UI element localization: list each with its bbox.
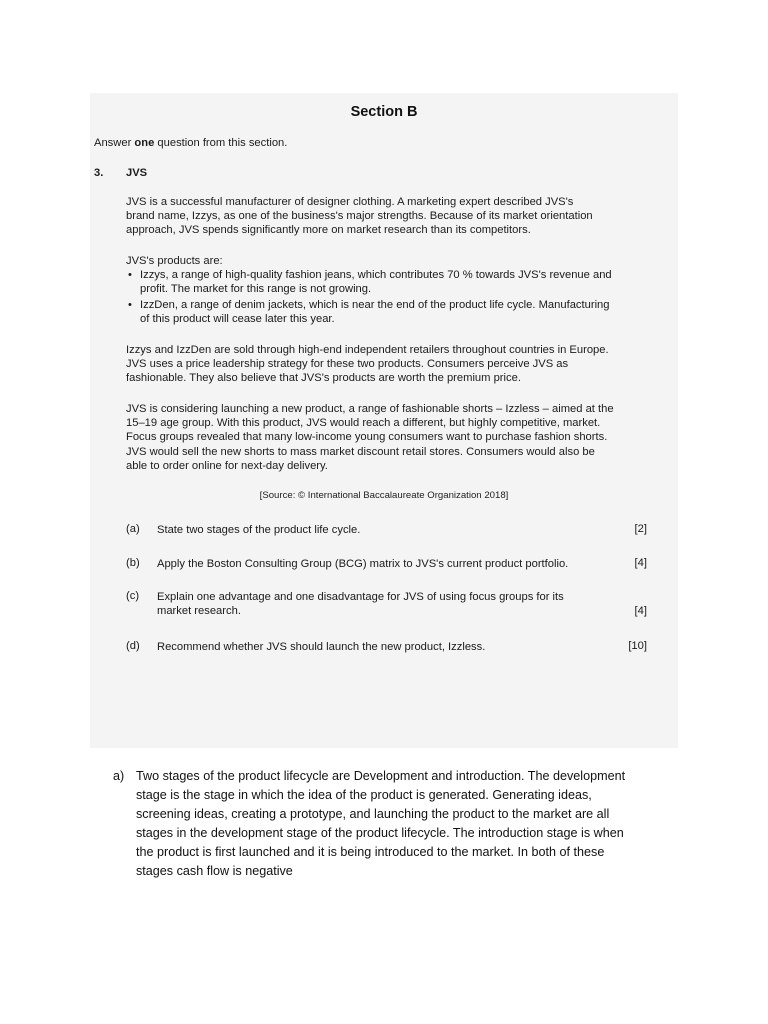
products-heading: JVS's products are: bbox=[126, 255, 223, 267]
bullet-line: Izzys, a range of high-quality fashion jeans, which contributes 70 % towards JVS's revenue and bbox=[140, 269, 612, 281]
part-marks: [2] bbox=[634, 523, 647, 535]
answer-line: Two stages of the product lifecycle are Development and introduction. The development bbox=[136, 769, 626, 783]
bullet-icon: • bbox=[128, 299, 132, 311]
bullet-line: profit. The market for this range is not growing. bbox=[140, 283, 372, 296]
answer-line: the product is first launched and it is being introduced to the market. In both of these bbox=[136, 845, 605, 859]
intro-paragraph bbox=[126, 195, 593, 238]
question-number: 3. bbox=[94, 167, 104, 179]
source-citation: [Source: © International Baccalaureate Organization 2018] bbox=[259, 490, 509, 501]
intro-line: approach, JVS spends significantly more on market research than its competitors. bbox=[126, 224, 531, 237]
part-letter: (d) bbox=[126, 640, 140, 652]
answer-line: stage is the stage in which the idea of the product is generated. Generating ideas, bbox=[136, 788, 592, 802]
paragraph-line: JVS uses a price leadership strategy for these two products. Consumers perceive JVS as bbox=[126, 358, 569, 371]
part-line: Explain one advantage and one disadvantage for JVS of using focus groups for its bbox=[157, 591, 564, 603]
section-instruction: Answer one question from this section. bbox=[94, 137, 288, 149]
intro-line: brand name, Izzys, as one of the business's major strengths. Because of its market orientation bbox=[126, 210, 593, 223]
part-text bbox=[157, 590, 564, 618]
part-letter: (a) bbox=[126, 523, 140, 535]
answer-text bbox=[136, 767, 706, 881]
question-title: JVS bbox=[126, 167, 148, 179]
paragraph-line: Focus groups revealed that many low-income young consumers want to purchase fashion shorts. bbox=[126, 431, 608, 444]
bullet-icon: • bbox=[128, 269, 132, 281]
part-text: State two stages of the product life cycle. bbox=[157, 524, 361, 536]
part-marks: [4] bbox=[634, 605, 647, 617]
part-line: market research. bbox=[157, 605, 241, 618]
bullet-item-izzys bbox=[128, 268, 612, 296]
bullet-item-izzden bbox=[128, 298, 610, 326]
part-marks: [4] bbox=[634, 557, 647, 569]
answer-line: stages in the development stage of the product lifecycle. The introduction stage is when bbox=[136, 826, 624, 840]
part-letter: (b) bbox=[126, 557, 140, 569]
answer-label: a) bbox=[113, 769, 125, 783]
part-marks: [10] bbox=[628, 640, 647, 652]
paragraph-line: Izzys and IzzDen are sold through high-end independent retailers throughout countries in Europe. bbox=[126, 344, 609, 356]
new-product-paragraph bbox=[126, 402, 614, 473]
part-letter: (c) bbox=[126, 590, 140, 602]
paragraph-line: JVS would sell the new shorts to mass market discount retail stores. Consumers would also be bbox=[126, 445, 595, 458]
answer-line: stages cash flow is negative bbox=[136, 864, 293, 878]
part-text: Apply the Boston Consulting Group (BCG) matrix to JVS's current product portfolio. bbox=[157, 558, 569, 570]
section-title: Section B bbox=[350, 104, 418, 120]
paragraph-line: able to order online for next-day delivery. bbox=[126, 459, 328, 472]
paragraph-line: JVS is considering launching a new product, a range of fashionable shorts – Izzless – aimed at the bbox=[126, 403, 614, 415]
bullet-line: IzzDen, a range of denim jackets, which is near the end of the product life cycle. Manufacturing bbox=[140, 299, 610, 311]
paragraph-line: 15–19 age group. With this product, JVS would reach a different, but highly competitive, market. bbox=[126, 417, 601, 430]
distribution-paragraph bbox=[126, 343, 609, 386]
answer-line: screening ideas, creating a prototype, and launching the product to the market are all bbox=[136, 807, 610, 821]
paragraph-line: fashionable. They also believe that JVS's products are worth the premium price. bbox=[126, 372, 521, 385]
bullet-line: of this product will cease later this year. bbox=[140, 313, 335, 326]
part-text: Recommend whether JVS should launch the new product, Izzless. bbox=[157, 641, 486, 653]
intro-line: JVS is a successful manufacturer of designer clothing. A marketing expert described JVS's bbox=[126, 196, 574, 208]
